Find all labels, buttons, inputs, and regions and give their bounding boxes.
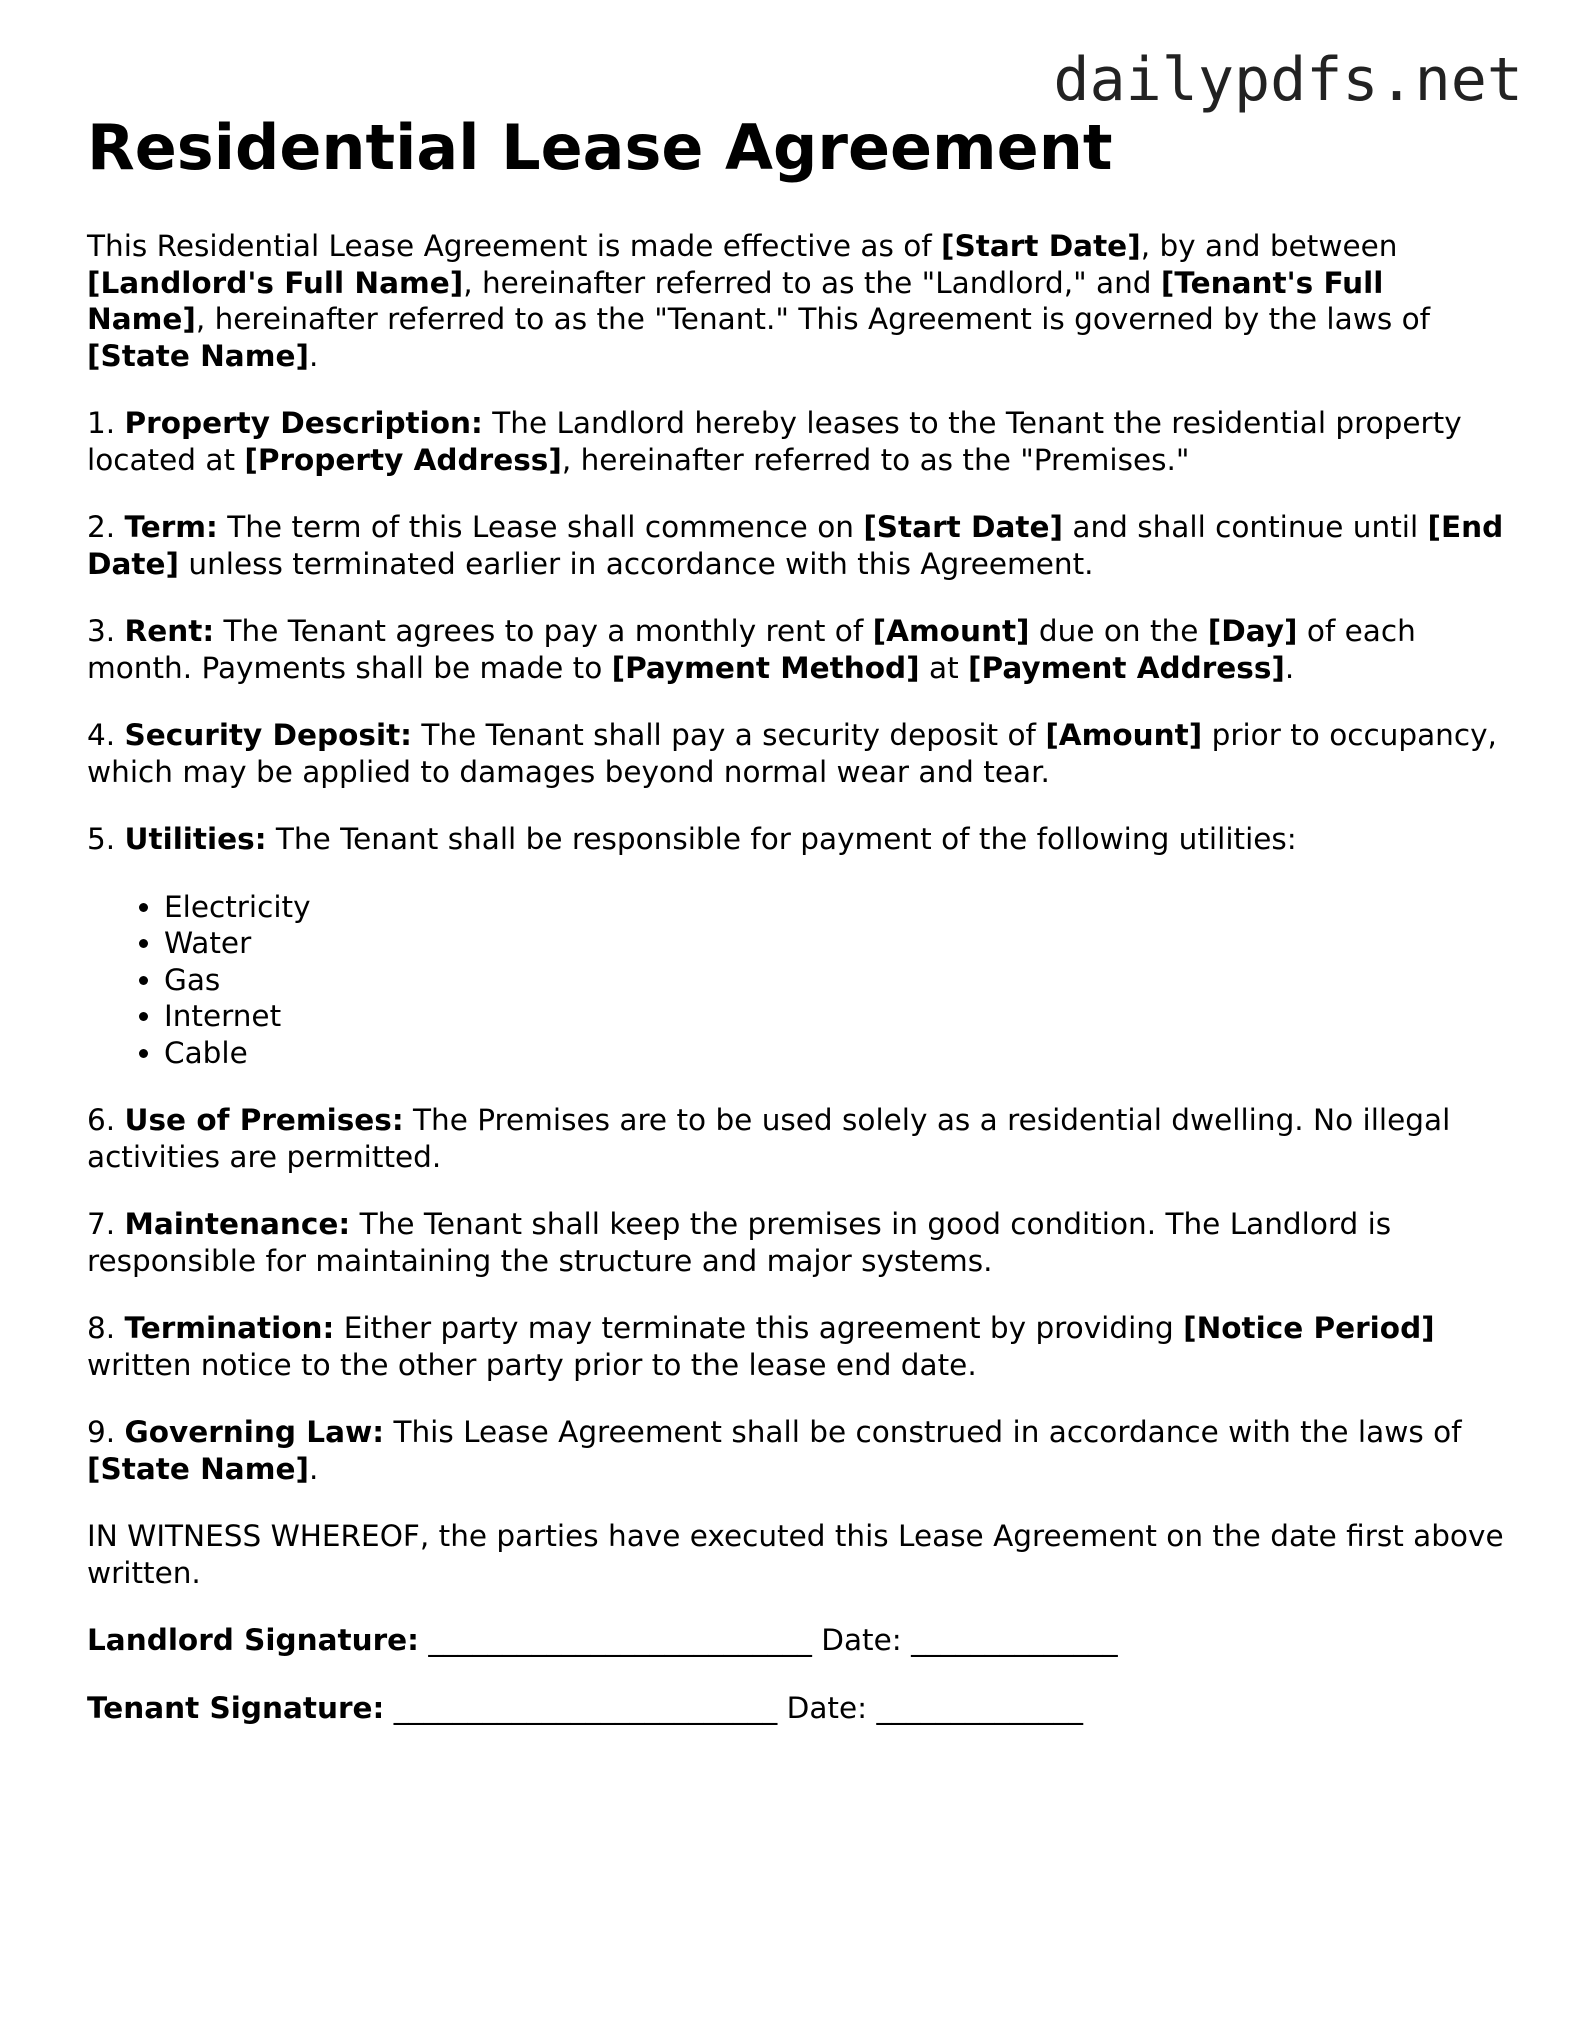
tenant-name-placeholder: [Tenant's Full Name]: [87, 265, 1384, 336]
section-text: The Tenant shall pay a security deposit of: [411, 718, 1046, 752]
tenant-date-line: ______________: [876, 1690, 1083, 1725]
state-name-placeholder: [State Name]: [87, 1451, 309, 1486]
tenant-signature-row: [87, 1690, 1507, 1727]
section-text: due on the: [1029, 614, 1208, 648]
section-heading: Term:: [124, 510, 218, 544]
document-title: Residential Lease Agreement: [87, 111, 1113, 184]
intro-text: This Residential Lease Agreement is made effective as of: [87, 229, 942, 263]
section-termination: [87, 1310, 1507, 1383]
section-property-description: [87, 405, 1507, 478]
amount-placeholder: [Amount]: [1045, 718, 1203, 752]
intro-text: .: [308, 338, 319, 373]
section-term: [87, 509, 1507, 582]
section-text: The Landlord hereby leases to the Tenant the residential property located at: [87, 406, 1462, 477]
section-heading: Property Description:: [124, 406, 483, 440]
section-number: 4.: [87, 718, 125, 752]
section-heading: Use of Premises:: [124, 1103, 404, 1137]
notice-period-placeholder: [Notice Period]: [1183, 1311, 1435, 1345]
document-body: [87, 110, 1507, 1757]
section-heading: Rent:: [124, 614, 215, 648]
tenant-signature-line: __________________________: [384, 1690, 787, 1725]
start-date-placeholder: [Start Date]: [863, 510, 1063, 544]
section-number: 9.: [87, 1415, 125, 1449]
state-name-placeholder: [State Name]: [87, 338, 309, 373]
section-governing-law: [87, 1414, 1507, 1487]
section-text: Either party may terminate this agreement by providing: [334, 1311, 1184, 1345]
property-address-placeholder: [Property Address]: [244, 442, 562, 477]
utilities-list: [87, 889, 1507, 1072]
section-text: unless terminated earlier in accordance with this Agreement.: [179, 546, 1094, 581]
section-text: This Lease Agreement shall be construed in accordance with the laws of: [384, 1415, 1462, 1449]
section-text: The Tenant agrees to pay a monthly rent of: [214, 614, 873, 648]
section-text: The Tenant shall be responsible for payment of the following utilities:: [266, 822, 1297, 856]
section-text: The term of this Lease shall commence on: [217, 510, 864, 544]
section-text: written notice to the other party prior to the lease end date.: [87, 1347, 977, 1382]
intro-text: , hereinafter referred to as the "Tenant." This Agreement is governed by the laws of: [195, 302, 1431, 336]
start-date-placeholder: [Start Date]: [941, 229, 1141, 263]
section-heading: Termination:: [124, 1311, 335, 1345]
list-item: • Cable: [164, 1035, 1507, 1072]
list-item: • Water: [164, 925, 1507, 962]
section-use-of-premises: [87, 1102, 1507, 1175]
section-security-deposit: [87, 717, 1507, 790]
list-item: • Electricity: [164, 889, 1507, 926]
section-text: prior to occupancy, which may be applied to damages beyond normal wear and tear.: [87, 718, 1497, 789]
landlord-name-placeholder: [Landlord's Full Name]: [87, 265, 464, 300]
payment-address-placeholder: [Payment Address]: [968, 650, 1285, 685]
amount-placeholder: [Amount]: [872, 614, 1030, 648]
section-text: .: [1284, 650, 1295, 685]
section-number: 8.: [87, 1311, 125, 1345]
section-text: and shall continue until: [1062, 510, 1428, 544]
section-text: .: [308, 1451, 319, 1486]
section-number: 1.: [87, 406, 125, 440]
payment-method-placeholder: [Payment Method]: [611, 650, 920, 685]
section-heading: Maintenance:: [124, 1207, 351, 1241]
day-placeholder: [Day]: [1207, 614, 1298, 648]
section-text: The Tenant shall keep the premises in good condition. The Landlord is responsible for maintaining the structure and major systems.: [87, 1207, 1392, 1278]
landlord-signature-label: Landlord Signature:: [87, 1623, 419, 1657]
landlord-signature-line: __________________________: [418, 1623, 822, 1657]
landlord-date-label: Date:: [821, 1623, 912, 1657]
section-text: , hereinafter referred to as the "Premises.": [561, 442, 1190, 477]
tenant-signature-label: Tenant Signature:: [87, 1690, 385, 1725]
section-maintenance: [87, 1206, 1507, 1279]
section-number: 3.: [87, 614, 125, 648]
section-heading: Security Deposit:: [124, 718, 412, 752]
landlord-signature-row: [87, 1622, 1507, 1659]
section-text: The Premises are to be used solely as a residential dwelling. No illegal activities are permitted.: [87, 1103, 1451, 1174]
section-heading: Utilities:: [124, 822, 267, 856]
landlord-date-line: ______________: [911, 1623, 1118, 1657]
section-number: 2.: [87, 510, 125, 544]
section-text: at: [919, 650, 969, 685]
section-utilities: [87, 821, 1507, 858]
section-rent: [87, 613, 1507, 686]
section-number: 7.: [87, 1207, 125, 1241]
list-item: • Internet: [164, 998, 1507, 1035]
section-number: 6.: [87, 1103, 125, 1137]
intro-text: , hereinafter referred to as the "Landlord," and: [463, 265, 1161, 300]
section-number: 5.: [87, 822, 125, 856]
intro-text: , by and between: [1140, 229, 1398, 263]
watermark-text: dailypdfs.net: [1053, 45, 1523, 115]
intro-paragraph: [87, 228, 1507, 374]
list-item: • Gas: [164, 962, 1507, 999]
section-heading: Governing Law:: [124, 1415, 385, 1449]
end-date-placeholder: [End Date]: [87, 510, 1504, 581]
tenant-date-label: Date:: [786, 1690, 877, 1725]
witness-paragraph: IN WITNESS WHEREOF, the parties have executed this Lease Agreement on the date first above written.: [87, 1519, 1504, 1590]
section-text: of each month. Payments shall be made to: [87, 614, 1416, 685]
